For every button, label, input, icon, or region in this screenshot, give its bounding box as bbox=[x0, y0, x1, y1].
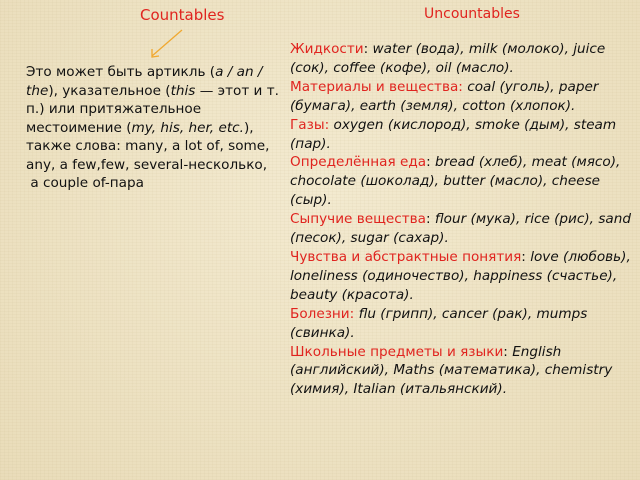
countables-text-part: Это может быть артикль ( bbox=[26, 64, 216, 80]
countables-text-part: ), указательное ( bbox=[48, 82, 171, 99]
category-bulk bbox=[290, 210, 638, 248]
category-label: Сыпучие вещества bbox=[290, 211, 426, 228]
countables-text-part: ), также слова: many, a lot of, some, any, a few,few, several-несколько, bbox=[26, 119, 270, 173]
category-gases bbox=[290, 116, 638, 154]
category-materials bbox=[290, 78, 638, 116]
category-separator: : bbox=[521, 248, 531, 265]
countables-heading: Countables bbox=[140, 6, 225, 24]
countables-text-part: — этот и т. п.) или притяжательное местоимение ( bbox=[26, 82, 279, 136]
countables-text-part: a couple of-пара bbox=[30, 175, 144, 191]
category-examples: English (английский), Maths (математика), chemistry (химия), Italian (итальянский). bbox=[290, 343, 613, 398]
countables-example: this bbox=[170, 82, 196, 99]
category-separator: : bbox=[425, 211, 435, 228]
category-label: Определённая еда bbox=[290, 154, 427, 171]
category-examples: flu (грипп), cancer (рак), mumps (свинка). bbox=[290, 305, 588, 341]
category-label: Чувства и абстрактные понятия bbox=[290, 248, 522, 265]
category-examples: bread (хлеб), meat (мясо), chocolate (шоколад), butter (масло), cheese (сыр). bbox=[290, 154, 621, 209]
countables-example: / the bbox=[26, 64, 263, 99]
category-examples: oxygen (кислород), smoke (дым), steam (пар). bbox=[290, 116, 617, 152]
countables-example: my, his, her, etc. bbox=[131, 119, 244, 136]
category-separator: : bbox=[363, 41, 373, 57]
category-label: Материалы и вещества: bbox=[290, 78, 463, 95]
category-examples: flour (мука), rice (рис), sand (песок), sugar (сахар). bbox=[290, 211, 631, 247]
category-abstract bbox=[290, 248, 638, 305]
countables-example: a / an bbox=[215, 64, 254, 80]
category-label: Школьные предметы и языки bbox=[290, 343, 504, 360]
category-label: Жидкости bbox=[290, 41, 364, 57]
category-label: Болезни: bbox=[290, 305, 355, 322]
category-separator: : bbox=[503, 343, 513, 360]
category-examples: love (любовь), loneliness (одиночество), happiness (счастье), beauty (красота). bbox=[290, 248, 631, 303]
category-examples: water (вода), milk (молоко), juice (сок), coffee (кофе), oil (масло). bbox=[290, 41, 606, 76]
category-diseases bbox=[290, 305, 638, 343]
category-label: Газы: bbox=[290, 116, 330, 133]
countables-description bbox=[26, 63, 292, 193]
uncountables-heading: Uncountables bbox=[424, 6, 520, 22]
category-examples: coal (уголь), paper (бумага), earth (земля), cotton (хлопок). bbox=[290, 78, 599, 114]
category-food bbox=[290, 153, 638, 210]
category-subjects bbox=[290, 343, 638, 400]
category-separator: : bbox=[426, 154, 435, 171]
category-liquids bbox=[290, 40, 638, 78]
uncountables-list bbox=[290, 40, 638, 399]
